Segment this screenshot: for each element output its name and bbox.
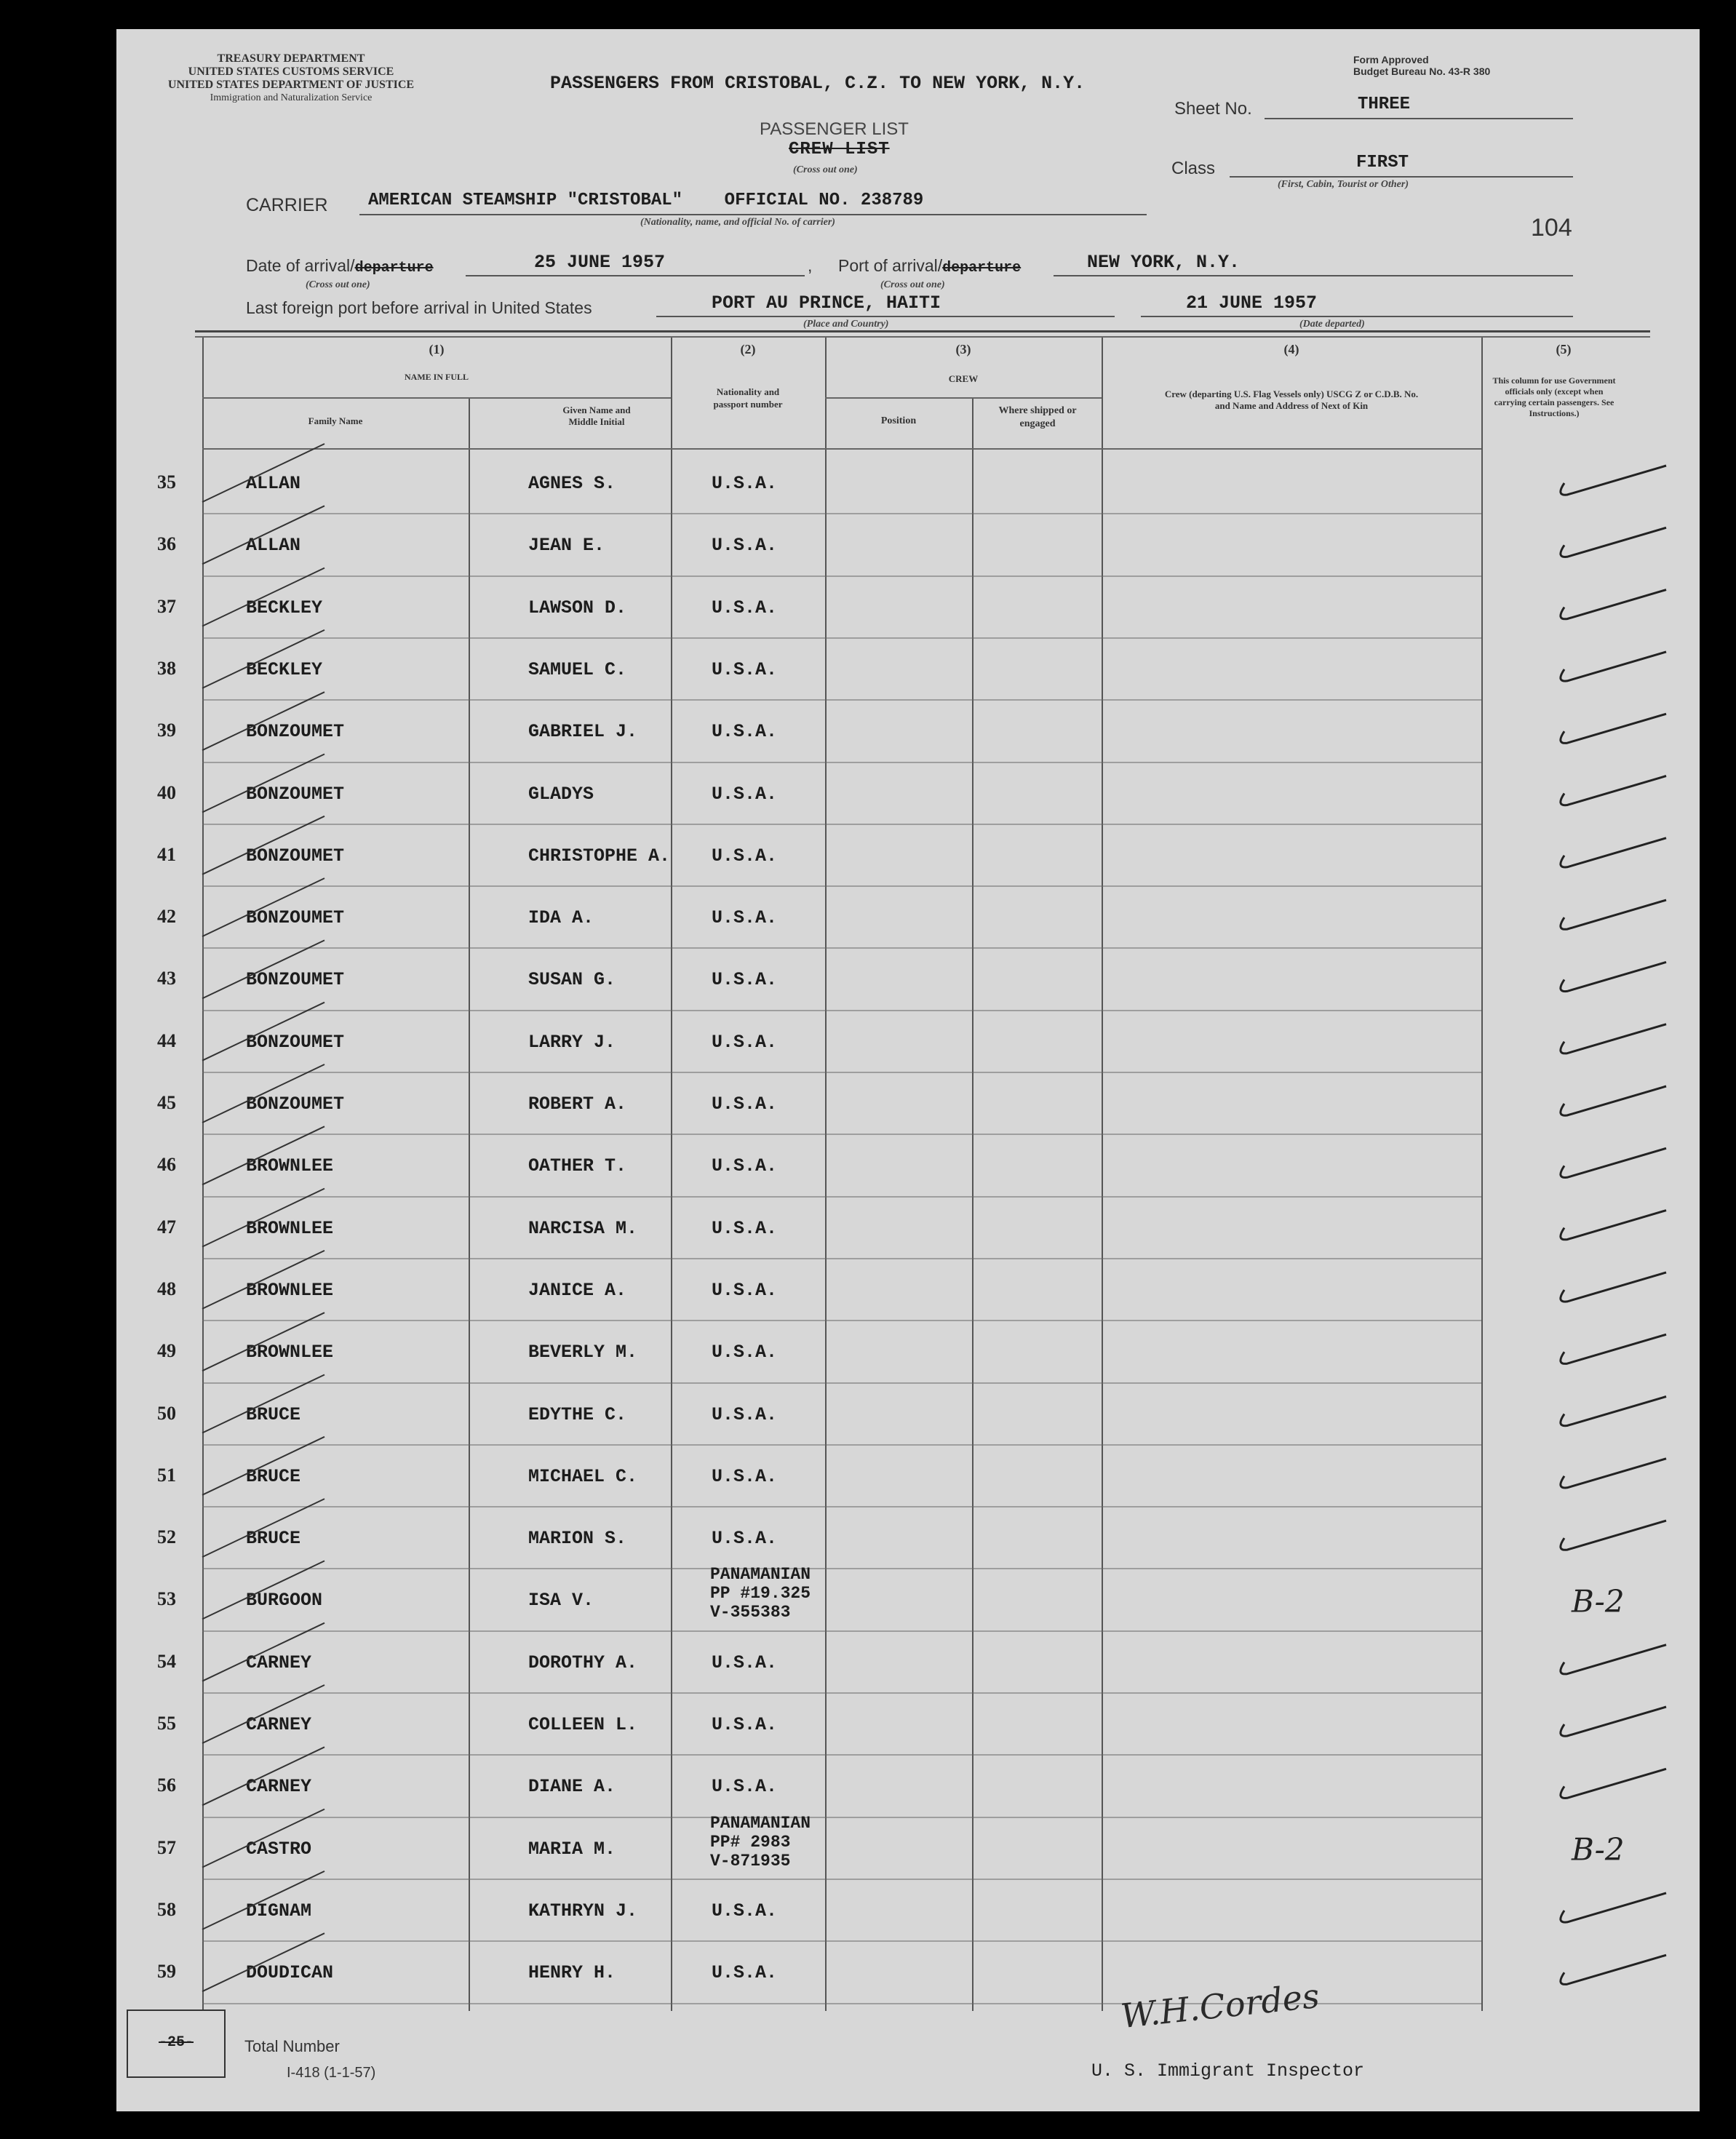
given-name: IDA A. [528,907,594,929]
pen-slash [202,1747,324,1805]
pen-slash [202,940,324,998]
family-name: DIGNAM [246,1900,312,1921]
col1-title: NAME IN FULL [404,372,469,382]
row-number: 59 [157,1961,176,1983]
family-name: CARNEY [246,1652,312,1673]
given-name: LAWSON D. [528,597,627,618]
row-number: 36 [157,533,176,555]
page-title: PASSENGERS FROM CRISTOBAL, C.Z. TO NEW YORK, N.Y. [550,73,1086,94]
check-mark-icon [1561,1521,1666,1550]
pen-slash [202,630,324,688]
nationality-line: V-355383 [710,1603,791,1622]
family-name: BROWNLEE [246,1279,334,1301]
form-approved-label: Form Approved [1353,54,1429,65]
given-name: DIANE A. [528,1776,616,1798]
pen-slash [202,1809,324,1868]
family-name: BONZOUMET [246,907,345,929]
col2-number: (2) [740,342,756,356]
pen-slash [202,1623,324,1681]
inspection-marks [116,29,1700,2037]
family-name: BRUCE [246,1465,301,1487]
row-number: 47 [157,1216,176,1238]
pen-slash [202,1685,324,1743]
nationality: U.S.A. [712,1900,778,1921]
nationality: U.S.A. [712,1652,778,1673]
nationality: U.S.A. [712,783,778,805]
given-name: MARION S. [528,1528,627,1550]
family-name: BONZOUMET [246,1031,345,1053]
dept-line-1: TREASURY DEPARTMENT [217,52,365,65]
nationality: U.S.A. [712,1094,778,1115]
row-number: 41 [157,843,176,865]
family-name: ALLAN [246,535,301,557]
sheet-value: THREE [1358,95,1411,114]
family-name: BROWNLEE [246,1342,334,1363]
given-name: HENRY H. [528,1962,616,1984]
check-mark-icon [1561,776,1666,805]
check-mark-icon [1561,652,1666,681]
class-value: FIRST [1356,153,1409,172]
row-number: 52 [157,1526,176,1548]
inspector-label: U. S. Immigrant Inspector [1091,2060,1365,2082]
nationality: U.S.A. [712,1528,778,1550]
nationality: U.S.A. [712,1342,778,1363]
family-name: BROWNLEE [246,1217,334,1239]
date-cross-note: (Cross out one) [306,279,370,290]
given-name: JEAN E. [528,535,605,557]
family-name: BONZOUMET [246,1094,345,1115]
crew-list-crossed: CREW LIST [789,140,890,159]
check-mark-icon [1561,1893,1666,1922]
carrier-value: AMERICAN STEAMSHIP "CRISTOBAL" OFFICIAL NO. 238789 [368,191,924,210]
given-name: LARRY J. [528,1031,616,1053]
passenger-list-label: PASSENGER LIST [760,119,909,139]
row-number: 57 [157,1836,176,1858]
port-label: Port of arrival/departure [838,256,1022,276]
total-box [127,2009,226,2078]
nationality: U.S.A. [712,1465,778,1487]
nationality: U.S.A. [712,845,778,867]
pen-slash [202,444,324,502]
col3-title: CREW [948,373,979,384]
pen-slash [202,1933,324,1991]
given-name: GABRIEL J. [528,721,638,743]
row-number: 45 [157,1092,176,1113]
nationality: U.S.A. [712,721,778,743]
row-number: 46 [157,1154,176,1176]
check-mark-icon [1561,1024,1666,1053]
carrier-label: CARRIER [246,195,328,215]
row-number: 42 [157,906,176,928]
nationality: U.S.A. [712,1776,778,1798]
family-name: BROWNLEE [246,1155,334,1177]
pen-slash [202,506,324,564]
arrival-port: NEW YORK, N.Y. [1087,252,1241,273]
pen-slash [202,1313,324,1371]
sheet-label: Sheet No. [1174,99,1252,119]
manifest-page: TREASURY DEPARTMENT UNITED STATES CUSTOMS SERVICE UNITED STATES DEPARTMENT OF JUSTICE Immigration and Naturalization Service PASSENGERS FROM CRISTOBAL, C.Z. TO NEW YORK, N.Y. Form Approved Budget Bureau No. 43-R 380 Sheet No. THREE PASSENGER LIST CREW LIST (Cross out one) Class FIRST (First, Cabin, Tourist or Other) CARRIER AMERICAN STEAMSHIP "CRISTOBAL" OFFICIAL NO. 238789 (Nationality, name, and official No. of carrier) 104 Date of arrival/departure 25 JUNE 1957 (Cross out one) , Port of arrival/departure NEW YORK, N.Y. (Cross out one) Last foreign port before arrival in United States PORT AU PRINCE, HAITI (Place and Country) 21 JUNE 1957 (Date departed) (1) NAME IN FULL Family Name Given Name and Middle Initial (2) Nationality and passport number (3) CREW Position Where shipped or engaged (4) Crew (departing U.S. Flag Vessels only) USCG Z or C.D.B. No. and Name and Address of Next of Kin (5) This column for use Government officials only (except when carrying certain passengers. See Instructions.) 35 ALLAN AGNES S. U.S.A. 36 ALLAN JEAN E. U.S.A. 37 BECKLEY LAWSON D. U.S.A. 38 BECKLEY SAMUEL C. U.S.A. 39 BONZOUMET GABRIEL J. U.S.A. 40 BONZOUMET GLADYS U.S.A. 41 BONZOUMET CHRISTOPHE A. U.S.A. 42 BONZOUMET IDA A. U.S.A. 43 BONZOUMET SUSAN G. U.S.A. 44 BONZOUMET LARRY J. U.S.A. 45 BONZOUMET ROBERT A. U.S.A. 46 BROWNLEE OATHER T. U.S.A. 47 BROWNLEE NARCISA M. U.S.A. 48 BROWNLEE JANICE A. U.S.A. 49 BROWNLEE BEVERLY M. U.S.A. 50 BRUCE EDYTHE C. U.S.A. 51 BRUCE MICHAEL C. U.S.A. 52 BRUCE MARION S. U.S.A. 53 BURGOON ISA V. PANAMANIAN PP #19.325 V-355383 54 CARNEY DOROTHY A. U.S.A. 55 CARNEY COLLEEN L. U.S.A. 56 CARNEY DIANE A. U.S.A. 57 CASTRO MARIA M. PANAMANIAN PP# 2983 V-871935 58 DIGNAM KATHRYN J. U.S.A. 59 DOUDICAN HENRY H. U.S.A. B-2 B-2 -25- Total Number I-418 (1-1-57) W.H.Cordes U. S. Immigrant Inspector [116,29,1700,2111]
check-mark-icon [1561,1397,1666,1426]
pen-slash [202,1064,324,1123]
given-name: ROBERT A. [528,1094,627,1115]
nationality: U.S.A. [712,1279,778,1301]
row-number: 35 [157,471,176,493]
given-name: GLADYS [528,783,594,805]
dept-line-3: UNITED STATES DEPARTMENT OF JUSTICE [167,79,415,91]
row-number: 53 [157,1588,176,1610]
pen-slash [202,1003,324,1061]
check-mark-icon [1561,962,1666,991]
family-name: DOUDICAN [246,1962,334,1984]
row-number: 43 [157,968,176,989]
class-label: Class [1171,159,1216,178]
carrier-note: (Nationality, name, and official No. of carrier) [640,217,835,228]
col3-number: (3) [955,342,971,356]
total-label: Total Number [244,2037,340,2055]
nationality: U.S.A. [712,1031,778,1053]
check-mark-icon [1561,466,1666,495]
nationality: U.S.A. [712,473,778,494]
nationality: U.S.A. [712,969,778,991]
nationality: U.S.A. [712,597,778,618]
col4-number: (4) [1283,342,1299,356]
family-name: BONZOUMET [246,969,345,991]
nationality-line: PP #19.325 [710,1584,811,1604]
last-port-label: Last foreign port before arrival in United States [246,298,592,317]
col3-position-header: Position [880,415,917,426]
arrival-date: 25 JUNE 1957 [534,252,666,273]
check-mark-icon [1561,1769,1666,1798]
given-name: MICHAEL C. [528,1465,638,1487]
col1-number: (1) [429,342,445,356]
port-cross-note: (Cross out one) [880,279,945,290]
total-value: -25- [159,2034,194,2051]
row-number: 54 [157,1650,176,1672]
pen-slash [202,754,324,813]
last-port-value: PORT AU PRINCE, HAITI [712,292,941,314]
given-name: OATHER T. [528,1155,627,1177]
row-number: 51 [157,1464,176,1486]
form-number: I-418 (1-1-57) [287,2065,376,2081]
row-number: 49 [157,1340,176,1362]
nationality: U.S.A. [712,1962,778,1984]
pen-slash [202,1251,324,1309]
pen-slash [202,1871,324,1929]
pen-slash [202,1499,324,1557]
pen-slash [202,1437,324,1495]
dept-line-2: UNITED STATES CUSTOMS SERVICE [188,65,394,78]
family-name: BECKLEY [246,658,323,680]
pen-slash [202,1126,324,1184]
family-name: CARNEY [246,1776,312,1798]
col1-given-header: Given Name and Middle Initial [562,405,631,427]
family-name: BRUCE [246,1528,301,1550]
row-number: 38 [157,657,176,679]
date-departed-note: (Date departed) [1299,319,1365,330]
given-name: CHRISTOPHE A. [528,845,671,867]
nationality-line: PANAMANIAN [710,1565,811,1585]
family-name: ALLAN [246,473,301,494]
check-mark-icon [1561,714,1666,743]
check-mark-icon [1561,1459,1666,1488]
date-departed-value: 21 JUNE 1957 [1186,292,1318,314]
nationality: U.S.A. [712,1714,778,1735]
col2-title: Nationality and passport number [713,386,783,410]
budget-bureau-label: Budget Bureau No. 43-R 380 [1353,65,1491,77]
col1-family-header: Family Name [308,415,363,426]
pen-slash [202,1375,324,1433]
given-name: KATHRYN J. [528,1900,638,1921]
given-name: NARCISA M. [528,1217,638,1239]
check-mark-icon [1561,590,1666,619]
check-mark-icon [1561,900,1666,929]
col4-title: Crew (departing U.S. Flag Vessels only) USCG Z or C.D.B. No. and Name and Address of Next of Kin [1164,389,1419,411]
check-mark-icon [1561,838,1666,867]
row-number: 48 [157,1278,176,1299]
check-mark-icon [1561,1334,1666,1363]
nationality: U.S.A. [712,658,778,680]
last-port-note: (Place and Country) [803,319,889,330]
family-name: BURGOON [246,1590,323,1612]
family-name: BONZOUMET [246,721,345,743]
check-mark-icon [1561,1645,1666,1674]
family-name: CARNEY [246,1714,312,1735]
pen-slash [202,1561,324,1619]
row-number: 50 [157,1402,176,1424]
given-name: MARIA M. [528,1838,616,1860]
given-name: DOROTHY A. [528,1652,638,1673]
port-crossed: departure [942,260,1022,276]
check-mark-icon [1561,1272,1666,1302]
row-number: 58 [157,1898,176,1920]
row-number: 56 [157,1774,176,1796]
family-name: BECKLEY [246,597,323,618]
given-name: SUSAN G. [528,969,616,991]
family-name: BONZOUMET [246,845,345,867]
visa-class-mark: B-2 [1572,1831,1625,1868]
inspector-signature: W.H.Cordes [1118,1975,1321,2036]
row-number: 55 [157,1713,176,1734]
class-note: (First, Cabin, Tourist or Other) [1278,179,1409,190]
check-mark-icon [1561,1211,1666,1240]
pen-slash [202,692,324,750]
nationality: U.S.A. [712,1403,778,1425]
nationality: U.S.A. [712,1155,778,1177]
check-mark-icon [1561,1707,1666,1736]
dept-line-4: Immigration and Naturalization Service [210,92,373,103]
col3-where-header: Where shipped or engaged [998,405,1077,429]
pen-slash [202,568,324,626]
nationality-line: PANAMANIAN [710,1813,811,1833]
nationality: U.S.A. [712,535,778,557]
nationality: U.S.A. [712,1217,778,1239]
given-name: SAMUEL C. [528,658,627,680]
given-name: BEVERLY M. [528,1342,638,1363]
nationality: U.S.A. [712,907,778,929]
check-mark-icon [1561,1148,1666,1177]
nationality-line: V-871935 [710,1851,791,1871]
date-crossed: departure [354,260,434,276]
given-name: AGNES S. [528,473,616,494]
row-number: 37 [157,595,176,617]
check-mark-icon [1561,1955,1666,1984]
given-name: JANICE A. [528,1279,627,1301]
pen-slash [202,816,324,875]
page-number: 104 [1531,214,1572,242]
given-name: EDYTHE C. [528,1403,627,1425]
visa-class-mark: B-2 [1572,1583,1625,1620]
given-name: COLLEEN L. [528,1714,638,1735]
family-name: BONZOUMET [246,783,345,805]
given-name: ISA V. [528,1590,594,1612]
cross-out-note: (Cross out one) [793,164,858,175]
row-number: 40 [157,781,176,803]
nationality-line: PP# 2983 [710,1832,791,1852]
date-label: Date of arrival/departure [246,256,434,276]
row-number: 39 [157,720,176,741]
col5-title: This column for use Government officials only (except when carrying certain passengers. See Instructions.) [1492,375,1616,418]
family-name: BRUCE [246,1403,301,1425]
check-mark-icon [1561,527,1666,557]
check-mark-icon [1561,1086,1666,1115]
pen-slash [202,878,324,936]
pen-slash [202,1189,324,1247]
family-name: CASTRO [246,1838,312,1860]
row-number: 44 [157,1029,176,1051]
col5-number: (5) [1556,342,1572,356]
